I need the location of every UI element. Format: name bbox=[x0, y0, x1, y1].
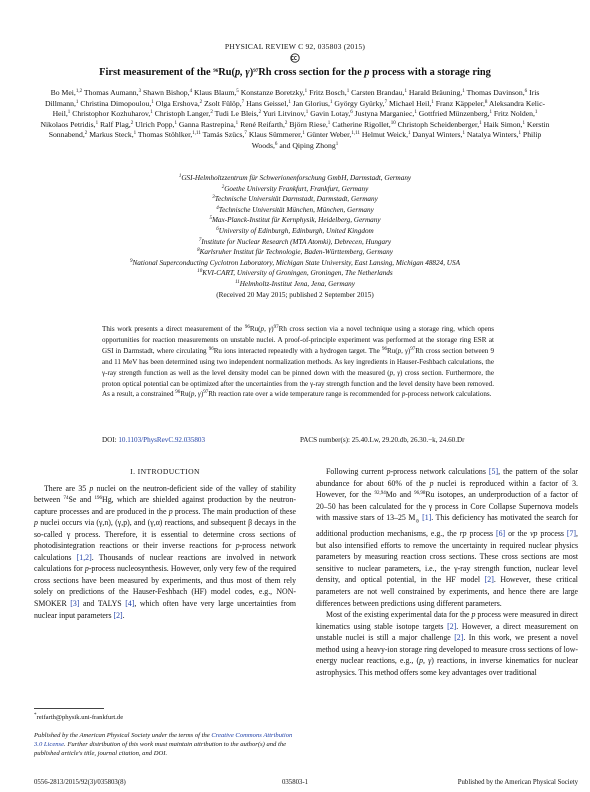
citation-link[interactable]: [2] bbox=[113, 610, 123, 620]
affiliation: $^7$Institute for Nuclear Research (MTA Atomki), Debrecen, Hungary bbox=[198, 237, 392, 246]
footnote-divider bbox=[34, 708, 104, 709]
author-affiliation-marker: 1,2 bbox=[75, 89, 83, 94]
footer-publisher: Published by the American Physical Society bbox=[457, 779, 578, 786]
author-affiliation-marker: 1 bbox=[462, 131, 465, 137]
journal-header: PHYSICAL REVIEW C 92, 035803 (2015) bbox=[224, 42, 366, 51]
author-affiliation-marker: 1,11 bbox=[351, 131, 360, 137]
page-number: 035803-1 bbox=[282, 779, 309, 786]
author-affiliation-marker: 1 bbox=[431, 99, 434, 105]
author-affiliation-marker: 1 bbox=[305, 110, 309, 116]
section-heading: I. INTRODUCTION bbox=[130, 467, 200, 476]
author-name: Ganna Rastrepina, bbox=[178, 119, 236, 129]
abstract: This work presents a direct measurement of the $^{96}$Ru(p, γ)$^{97}$Rh cross section via a novel technique using a storage ring, which opens opportunities for reaction measurements on unstable nuclei. A proof-of-principle experiment was performed at the storage ring ESR at GSI in Darmstadt, where circulating $^{96}$Ru ions interacted repeatedly with a hydrogen target. The $^{96}$Ru(p, γ)$^{97}$Rh cross section between 9 and 11 MeV has been determined using two independent normalization methods. As key ingredients in Hauser-Feshbach calculations, the γ-ray strength function as well as the level density model can be pinned down with the measured (p, γ) cross section. Furthermore, the proton optical potential can be optimized after the uncertainties from the γ-ray strength function and the level density have been removed. As a result, a constrained $^{96}$Ru(p, γ)$^{97}$Rh reaction rate over a wide temperature range is recommended for p-process network calculations. bbox=[102, 325, 494, 399]
doi-pacs-line: DOI: 10.1103/PhysRevC.92.035803 PACS number(s): 25.40.Lw, 29.20.db, 26.30.−k, 24.60.Dr bbox=[102, 436, 465, 444]
citation-link[interactable]: [1,2] bbox=[76, 552, 92, 562]
author-name: Justyna Marganiec, bbox=[354, 109, 415, 119]
author-affiliation-marker: 1 bbox=[235, 120, 239, 126]
author-name: René Reifarth, bbox=[240, 119, 285, 129]
footer-issn: 0556-2813/2015/92(3)/035803(8) bbox=[34, 779, 126, 786]
author-name: Shawn Bishop, bbox=[143, 88, 190, 97]
author-name: Natalya Winters, bbox=[466, 130, 519, 140]
author-name: Gottfried Münzenberg, bbox=[418, 109, 490, 119]
author-affiliation-marker: 1 bbox=[346, 89, 350, 94]
author-name: Christophor Kozhuharov, bbox=[72, 109, 151, 119]
citation-link[interactable]: [7] bbox=[566, 529, 577, 539]
citation-link[interactable]: [6] bbox=[496, 529, 506, 539]
author-name: Klaus Blaum, bbox=[193, 88, 237, 97]
author-name: Markus Steck, bbox=[89, 130, 134, 140]
author-affiliation-marker: 4 bbox=[189, 89, 193, 94]
author-affiliation-marker: 1 bbox=[150, 110, 153, 116]
author-affiliation-marker: 1 bbox=[534, 110, 538, 116]
author-affiliation-marker: 1 bbox=[174, 120, 177, 126]
author-affiliation-marker: 2 bbox=[199, 99, 203, 105]
author-affiliation-marker: 1 bbox=[288, 99, 291, 105]
author-affiliation-marker: 2 bbox=[210, 110, 213, 116]
affiliation: $^3$Technische Universität Darmstadt, Darmstadt, Germany bbox=[212, 195, 378, 204]
author-name: Günter Weber, bbox=[306, 130, 352, 140]
author-name: Ulrich Popp, bbox=[135, 119, 175, 129]
article-title: First measurement of the $^{96}$Ru(p, γ)$^{97}$Rh cross section for the p process with a storage ring bbox=[99, 67, 491, 78]
author-name: Danyal Winters, bbox=[412, 130, 463, 140]
author-affiliation-marker: 1 bbox=[95, 120, 99, 126]
author-affiliation-marker: 1 bbox=[75, 99, 79, 105]
author-name: Klaus Sümmerer, bbox=[248, 130, 303, 140]
affiliation-list bbox=[10, 173, 580, 300]
author-affiliation-marker: 6 bbox=[274, 141, 278, 147]
citation-link[interactable]: [5] bbox=[488, 467, 499, 476]
author-name: Zsolt Fülöp, bbox=[204, 98, 242, 108]
author-affiliation-marker: 2 bbox=[258, 110, 262, 116]
paragraph: Following current p-process network calculations [5], the pattern of the solar abundance for about 60% of the p nuclei is reproduced within a factor of 3. However, for the $^{92,94}$Mo and $^{96,98}$Ru isotopes, an underproduction of a factor of 20–50 has been calculated for the γ process in Core Collapse Supernova models with massive stars of 13–25 $M_⊙$ [1]. This deficiency has motivated the search for additional production mechanisms, e.g., the rp process [6] or the νp process [7], but also intensified efforts to remove the uncertainty in required nuclear physics parameters by measuring reaction cross sections. These cross sections are most sensitive to nuclear parameters, i.e., the γ-ray strength function, nuclear level density, and optical potential, in the HF model [2]. However, these critical parameters are not well constrained by experiments, and hence there are large differences between predictions using different parameters. bbox=[316, 467, 578, 608]
affiliation: $^8$Karlsruher Institut für Technologie, Baden-Württemberg, Germany bbox=[197, 248, 393, 257]
right-column bbox=[316, 466, 578, 678]
author-affiliation-marker: 7 bbox=[244, 131, 247, 137]
author-name: Ralf Plag, bbox=[99, 119, 131, 129]
author-affiliation-marker: 2 bbox=[130, 120, 134, 126]
author-name: Konstanze Boretzky, bbox=[240, 88, 305, 97]
author-affiliation-marker: 8 bbox=[484, 99, 488, 105]
author-affiliation-marker: 1 bbox=[67, 110, 71, 116]
citation-link[interactable]: [3] bbox=[70, 599, 80, 609]
author-affiliation-marker: 3 bbox=[138, 89, 142, 94]
author-affiliation-marker: 1 bbox=[404, 89, 407, 94]
author-affiliation-marker: 1 bbox=[327, 120, 331, 126]
author-affiliation-marker: 1 bbox=[408, 131, 411, 137]
author-name: Olga Ershova, bbox=[155, 98, 200, 108]
author-name: Fritz Nolden, bbox=[493, 109, 535, 119]
author-affiliation-marker: 7 bbox=[241, 99, 245, 105]
author-name: Thomas Stöhlker, bbox=[137, 130, 193, 140]
author-affiliation-marker: 1 bbox=[414, 110, 417, 116]
author-affiliation-marker: 1 bbox=[335, 141, 339, 147]
license-notice: Published by the American Physical Society under the terms of the Creative Commons Attribution 3.0 License. Further distribution of this work must maintain attribution to the author(s) and the published article's title, journal citation, and DOI. bbox=[34, 732, 293, 758]
license-link[interactable]: Creative Commons Attribution 3.0 License bbox=[34, 732, 293, 749]
author-affiliation-marker: 1,11 bbox=[192, 131, 201, 137]
author-name: Jan Glorius, bbox=[292, 98, 330, 108]
author-name: Carsten Brandau, bbox=[351, 88, 405, 97]
affiliation: $^9$National Superconducting Cyclotron Laboratory, Michigan State University, East Lansing, Michigan 48824, USA bbox=[130, 258, 460, 267]
doi-link[interactable]: 10.1103/PhysRevC.92.035803 bbox=[118, 436, 206, 444]
author-name: Kerstin Sonnabend, bbox=[48, 119, 550, 140]
author-name: Fritz Bosch, bbox=[309, 88, 347, 97]
affiliation: $^4$Technische Universität München, München, Germany bbox=[216, 205, 374, 214]
author-name: and Qiping Zhong bbox=[279, 140, 336, 150]
pacs-numbers: PACS number(s): 25.40.Lw, 29.20.db, 26.30.−k, 24.60.Dr bbox=[300, 436, 465, 444]
citation-link[interactable]: [1] bbox=[422, 513, 432, 523]
author-affiliation-marker: 1 bbox=[302, 131, 305, 137]
author-name: Bo Mei, bbox=[50, 88, 76, 97]
author-affiliation-marker: 2 bbox=[284, 120, 288, 126]
author-affiliation-marker: 10 bbox=[390, 120, 396, 126]
author-name: Nikolaos Petridis, bbox=[40, 119, 96, 129]
author-affiliation-marker: 1 bbox=[462, 89, 465, 94]
creative-commons-icon bbox=[289, 53, 301, 63]
author-name: Catherine Rigollet, bbox=[332, 119, 391, 129]
author-name: Björn Riese, bbox=[289, 119, 328, 129]
affiliation: $^{11}$Helmholtz-Institut Jena, Jena, Germany bbox=[235, 279, 355, 288]
author-name: Thomas Aumann, bbox=[83, 88, 139, 97]
affiliation: $^2$Goethe University Frankfurt, Frankfurt, Germany bbox=[221, 184, 369, 193]
received-date: (Received 20 May 2015; published 2 September 2015) bbox=[216, 290, 374, 299]
author-name: Iris Dillmann, bbox=[44, 88, 540, 108]
author-name: Haik Simon, bbox=[483, 119, 523, 129]
affiliation: $^{10}$KVI-CART, University of Groningen, Groningen, The Netherlands bbox=[197, 269, 393, 278]
author-name: Christina Dimopoulou, bbox=[80, 98, 152, 108]
author-name: Hans Geissel, bbox=[246, 98, 289, 108]
author-affiliation-marker: 1 bbox=[522, 120, 525, 126]
author-name: Christoph Langer, bbox=[154, 109, 211, 119]
author-name: Tamás Szücs, bbox=[202, 130, 245, 140]
author-name: György Gyürky, bbox=[334, 98, 385, 108]
author-affiliation-marker: 1 bbox=[479, 120, 482, 126]
author-affiliation-marker: 1 bbox=[133, 131, 137, 137]
author-affiliation-marker: 1 bbox=[151, 99, 154, 105]
author-name: Christoph Scheidenberger, bbox=[397, 119, 480, 129]
author-name: Michael Heil, bbox=[388, 98, 432, 108]
author-name: Helmut Weick, bbox=[361, 130, 409, 140]
citation-link[interactable]: [2] bbox=[454, 633, 464, 643]
author-name: Aleksandra Kelic-Heil, bbox=[52, 98, 546, 119]
author-affiliation-marker: 6 bbox=[524, 89, 528, 94]
citation-link[interactable]: [4] bbox=[125, 599, 135, 609]
author-name: Yuri Litvinov, bbox=[262, 109, 306, 119]
author-affiliation-marker: 2 bbox=[84, 131, 88, 137]
affiliation: $^1$GSI-Helmholtzzentrum für Schwerionenforschung GmbH, Darmstadt, Germany bbox=[178, 174, 412, 182]
paragraph: There are 35 p nuclei on the neutron-deficient side of the valley of stability between $^{74}$Se and $^{196}$Hg, which are shielded against production by the neutron-capture processes and are produced in the p process. The main production of these p nuclei occurs via (γ,n), (γ,p), and (γ,α) reactions, and subsequent β decays in the so-called γ process. Therefore, it is essential to determine cross sections of photodisintegration reactions or their inverse reactions for p-process network calculations [1,2]. Thousands of nuclear reactions are involved in network calculations for p-process nucleosynthesis. However, only very few of the required cross sections have been measured by experiments, and thus most of them rely solely on predictions of the Hauser-Feshbach (HF) model codes, e.g., NON-SMOKER [3] and TALYS [4], which often have very large uncertainties from nuclear input parameters [2]. bbox=[34, 483, 297, 620]
author-affiliation-marker: 1 bbox=[329, 99, 333, 105]
author-name: Harald Bräuning, bbox=[408, 88, 463, 97]
citation-link[interactable]: [2] bbox=[447, 621, 457, 631]
author-name: Thomas Davinson, bbox=[466, 88, 525, 97]
author-affiliation-marker: 7 bbox=[384, 99, 388, 105]
corresponding-email: *reifarth@physik.uni-frankfurt.de bbox=[34, 713, 124, 721]
paragraph: Most of the existing experimental data for the p process were measured in direct kinematics using stable isotope targets [2]. However, a direct measurement on unstable nuclei is still a major challenge [2]. In this work, we present a novel method using a heavy-ion storage ring developed to measure cross sections of low-energy nuclear reactions, e.g., (p, γ) reactions, in inverse kinematics for nuclear astrophysics. This method offers some key advantages over traditional bbox=[316, 610, 579, 677]
author-affiliation-marker: 1 bbox=[489, 110, 492, 116]
author-list bbox=[40, 88, 550, 152]
author-affiliation-marker: 6 bbox=[350, 110, 353, 116]
author-name: Philip Woods, bbox=[251, 130, 542, 150]
affiliation: $^5$Max-Planck-Institut für Kernphysik, Heidelberg, Germany bbox=[209, 216, 381, 225]
citation-link[interactable]: [2] bbox=[484, 575, 494, 585]
author-name: Gavin Lotay, bbox=[310, 109, 351, 119]
left-column bbox=[34, 466, 296, 621]
affiliation: $^6$University of Edinburgh, Edinburgh, United Kingdom bbox=[216, 226, 374, 235]
author-name: Franz Käppeler, bbox=[435, 98, 485, 108]
author-affiliation-marker: 1 bbox=[518, 131, 521, 137]
author-affiliation-marker: 1 bbox=[304, 89, 308, 94]
author-name: Tudi Le Bleis, bbox=[214, 109, 259, 119]
author-affiliation-marker: 5 bbox=[236, 89, 239, 94]
